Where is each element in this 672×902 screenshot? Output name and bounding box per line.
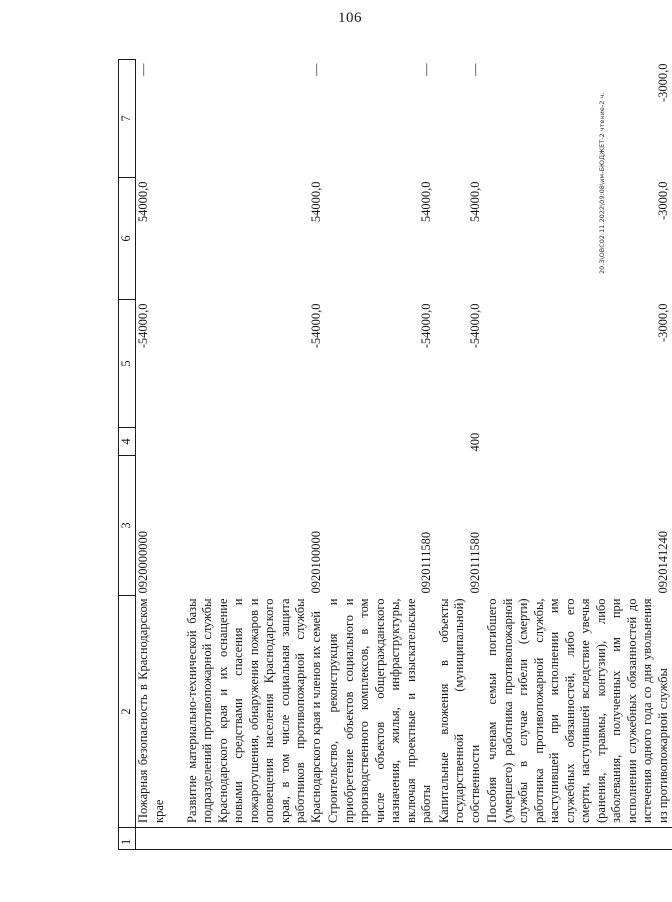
row-name: Капитальные вложения в объекты государственной (муниципальной) собственности xyxy=(436,598,482,823)
row-code: 0920100000 xyxy=(308,531,323,594)
row-type xyxy=(484,428,672,456)
document-footer-code xyxy=(598,44,608,544)
row-value-6: 54000,0 xyxy=(136,181,150,223)
table-row xyxy=(184,60,326,850)
table-row xyxy=(436,60,485,850)
row-number xyxy=(184,828,326,850)
row-value-6: -3000,0 xyxy=(655,181,670,221)
row-type xyxy=(136,428,184,456)
footer-code-text: 20.3\ОВС02.11.2022\09:08\им-БЮДЖЕТ-2 чтение-2 ч. xyxy=(598,92,606,274)
row-value-7: — xyxy=(308,63,323,76)
row-type xyxy=(184,428,326,456)
budget-table xyxy=(118,59,672,850)
row-value-7: — xyxy=(136,63,150,76)
row-number xyxy=(325,828,436,850)
header-col-6: 6 xyxy=(119,178,136,300)
row-name: Пожарная безопасность в Краснодарском крае xyxy=(136,598,166,823)
header-col-2: 2 xyxy=(119,596,136,828)
row-value-5: -54000,0 xyxy=(136,303,150,349)
row-value-5: -54000,0 xyxy=(308,303,323,349)
row-value-7: — xyxy=(419,63,433,76)
row-code: 0920111580 xyxy=(467,531,482,594)
row-number xyxy=(136,828,184,850)
row-type xyxy=(325,428,436,456)
row-value-5: -3000,0 xyxy=(655,303,670,343)
row-name: Строительство, реконструкция и приобретение объектов социального и производственного комплексов, в том числе объектов общегражданского назначения, жилья, инфраструктуры, включая проектные и изыскательские работы xyxy=(326,598,433,823)
row-code: 0920141240 xyxy=(655,531,670,594)
row-value-6: 54000,0 xyxy=(467,181,482,223)
header-col-4: 4 xyxy=(119,428,136,456)
table-header-row xyxy=(119,60,136,850)
row-code: 0920111580 xyxy=(419,531,433,594)
row-value-6: 54000,0 xyxy=(308,181,323,223)
table-row xyxy=(136,60,184,850)
page-number: 106 xyxy=(338,10,362,26)
row-value-5: -54000,0 xyxy=(467,303,482,349)
row-code: 0920000000 xyxy=(136,531,150,594)
row-name: Развитие материально-технической базы подразделений противопожарной службы Краснодарского края и их оснащение новыми средствами спасения и пожаротушения, обнаружения пожаров и оповещения населения Краснодарского края, в том числе социальная защита работников противопожарной службы Краснодарского края и членов их семей xyxy=(184,598,323,823)
header-col-5: 5 xyxy=(119,300,136,428)
header-col-3: 3 xyxy=(119,456,136,596)
row-value-6: 54000,0 xyxy=(419,181,433,223)
table-row xyxy=(484,60,672,850)
row-value-5: -54000,0 xyxy=(419,303,433,349)
row-name: Пособия членам семьи погибшего (умершего) работника противопожарной службы в случае гибели (смерти) работника противопожарной службы, наступившей при исполнении им служебных обязанностей, либо его смерти, наступившей вследствие увечья (ранения, травмы, контузии), либо заболевания, полученных им при исполнении служебных обязанностей до истечения одного года со дня увольнения из противопожарной службы xyxy=(485,598,670,823)
row-type: 400 xyxy=(467,432,482,452)
header-col-1: 1 xyxy=(119,828,136,850)
row-number xyxy=(436,828,485,850)
row-value-7: — xyxy=(467,63,482,76)
row-value-7: -3000,0 xyxy=(655,63,670,103)
row-number xyxy=(484,828,672,850)
table-row xyxy=(325,60,436,850)
header-col-7: 7 xyxy=(119,60,136,178)
